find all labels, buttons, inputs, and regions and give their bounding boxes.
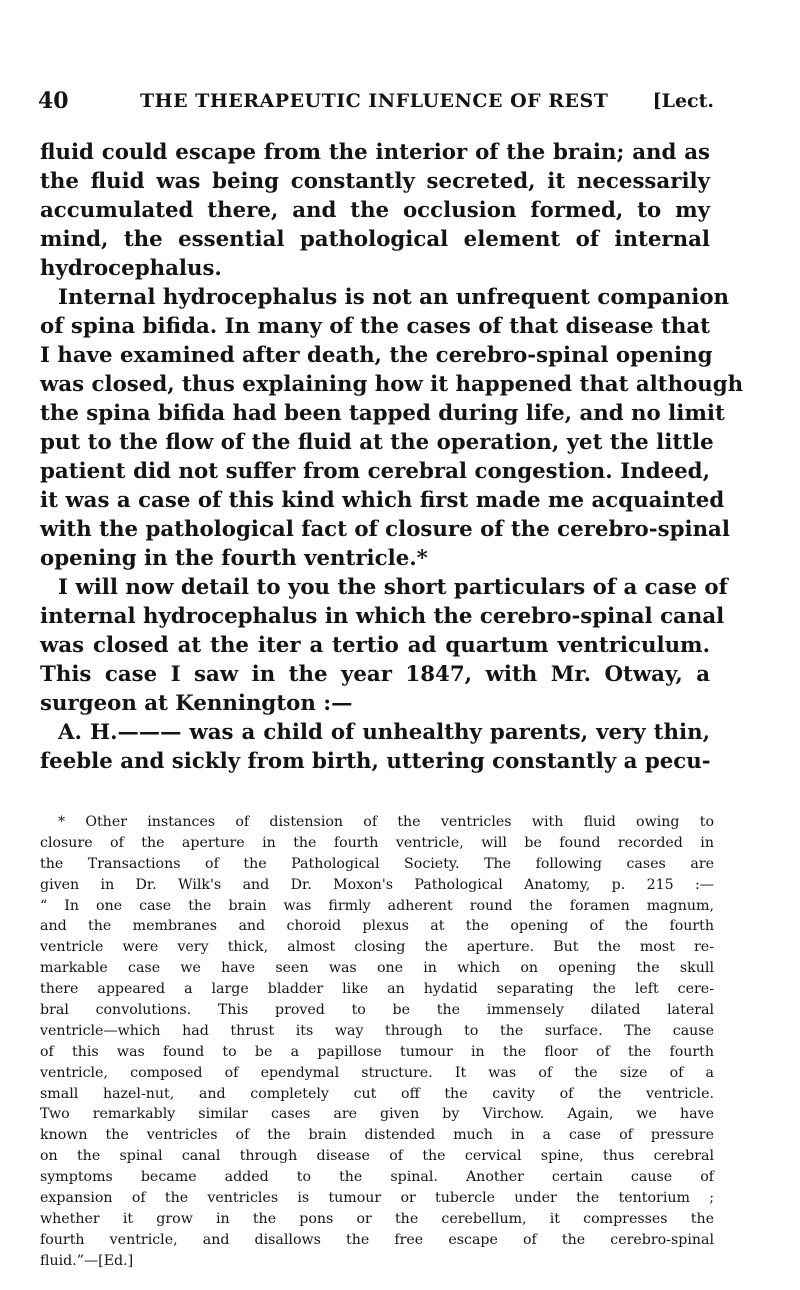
footnote-line: whether it grow in the pons or the cerebellum, it compresses the [40, 1210, 714, 1227]
page-header [38, 88, 714, 118]
footnote-line: given in Dr. Wilk's and Dr. Moxon's Pathological Anatomy, p. 215 :— [40, 876, 714, 893]
body-line: hydrocephalus. [40, 256, 222, 281]
footnote-line: ventricle were very thick, almost closing the aperture. But the most re- [40, 939, 714, 956]
body-line: I have examined after death, the cerebro-spinal opening [40, 343, 713, 368]
footnote-line: on the spinal canal through disease of the cervical spine, thus cerebral [40, 1148, 714, 1165]
footnote-line: closure of the aperture in the fourth ventricle, will be found recorded in [40, 834, 714, 851]
lecture-marker: [Lect. [652, 90, 714, 112]
body-line: opening in the fourth ventricle.* [40, 546, 428, 571]
body-line: surgeon at Kennington :— [40, 691, 353, 716]
footnote-line: ventricle—which had thrust its way through to the surface. The cause [40, 1022, 714, 1039]
body-text [40, 138, 744, 776]
body-line: it was a case of this kind which first made me acquainted [40, 488, 725, 513]
body-line: was closed, thus explaining how it happened that although [40, 372, 744, 397]
footnote-line: Two remarkably similar cases are given by Virchow. Again, we have [40, 1106, 714, 1123]
body-line: was closed at the iter a tertio ad quartum ventriculum. [40, 633, 710, 658]
footnote-line: bral convolutions. This proved to be the immensely dilated lateral [40, 1002, 714, 1019]
body-line: the spina bifida had been tapped during life, and no limit [40, 401, 725, 426]
body-line: accumulated there, and the occlusion formed, to my [40, 198, 710, 223]
footnote-line: fluid.”—[Ed.] [40, 1252, 134, 1269]
footnote-line: small hazel-nut, and completely cut off the cavity of the ventricle. [40, 1085, 714, 1102]
body-line: internal hydrocephalus in which the cerebro-spinal canal [40, 604, 725, 629]
footnote-line: the Transactions of the Pathological Society. The following cases are [40, 855, 714, 872]
body-line: I will now detail to you the short particulars of a case of [58, 575, 728, 600]
footnote-line: symptoms became added to the spinal. Another certain cause of [40, 1169, 714, 1186]
running-title: THE THERAPEUTIC INFLUENCE OF REST [140, 90, 609, 112]
footnote-line: “ In one case the brain was firmly adherent round the foramen magnum, [40, 897, 714, 914]
body-line: fluid could escape from the interior of the brain; and as [40, 140, 710, 165]
footnote-line: there appeared a large bladder like an hydatid separating the left cere- [40, 981, 714, 998]
body-line: with the pathological fact of closure of the cerebro-spinal [40, 517, 730, 542]
page-number: 40 [38, 88, 69, 114]
body-line: A. H.——— was a child of unhealthy parents, very thin, [58, 720, 710, 745]
body-line: the fluid was being constantly secreted, it necessarily [40, 169, 710, 194]
footnote-line: of this was found to be a papillose tumour in the floor of the fourth [40, 1043, 714, 1060]
footnote-line: and the membranes and choroid plexus at the opening of the fourth [40, 918, 714, 935]
footnote-line: expansion of the ventricles is tumour or tubercle under the tentorium ; [40, 1190, 714, 1207]
body-line: feeble and sickly from birth, uttering constantly a pecu- [40, 749, 711, 774]
body-line: patient did not suffer from cerebral congestion. Indeed, [40, 459, 710, 484]
body-line: mind, the essential pathological element of internal [40, 227, 710, 252]
body-line: put to the flow of the fluid at the operation, yet the little [40, 430, 714, 455]
footnote-line: * Other instances of distension of the ventricles with fluid owing to [58, 814, 714, 830]
body-line: This case I saw in the year 1847, with Mr. Otway, a [40, 662, 710, 687]
body-line: of spina bifida. In many of the cases of that disease that [40, 314, 710, 339]
footnote-line: known the ventricles of the brain distended much in a case of pressure [40, 1127, 714, 1144]
body-line: Internal hydrocephalus is not an unfrequent companion [58, 285, 730, 310]
footnote [40, 812, 714, 1272]
footnote-line: fourth ventricle, and disallows the free escape of the cerebro-spinal [40, 1231, 714, 1248]
footnote-line: ventricle, composed of ependymal structure. It was of the size of a [40, 1064, 714, 1081]
footnote-line: markable case we have seen was one in which on opening the skull [40, 960, 714, 977]
